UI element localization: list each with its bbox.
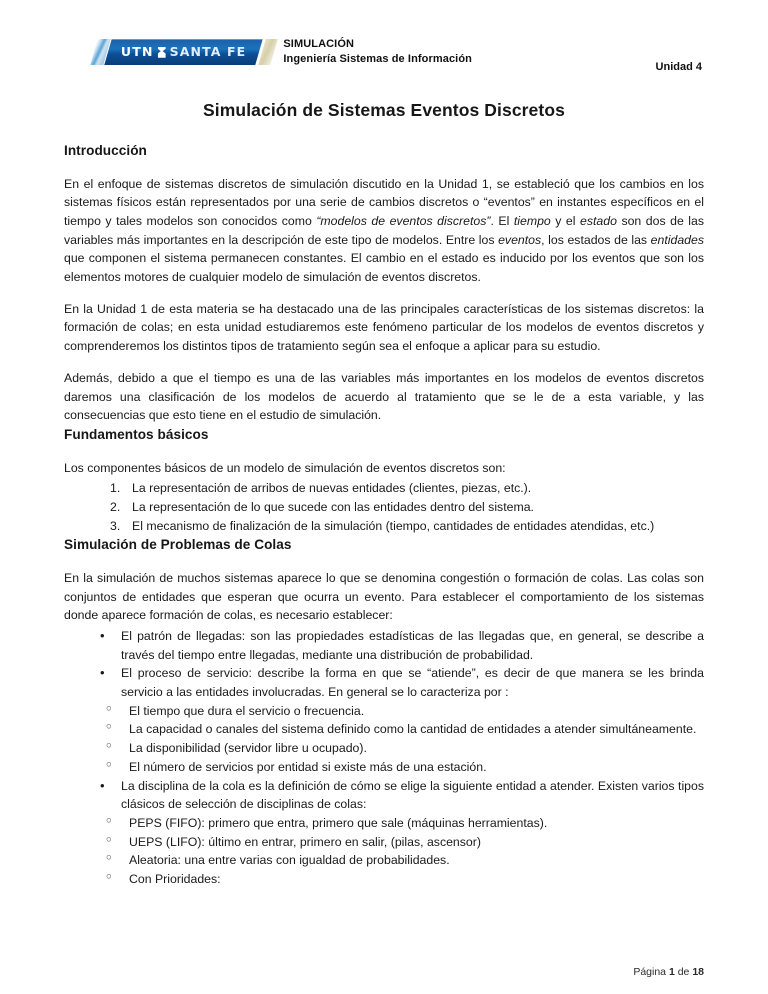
list-item: La representación de arribos de nuevas entidades (clientes, piezas, etc.). (132, 481, 532, 496)
intro-p1-part-a: En el enfoque de sistemas discretos de simulación discutido en la Unidad 1, se estableció que los cambios en los sistemas físicos están representados por una serie de cambios discretos o “eventos” en instantes específicos en el tiempo y tales modelos son conocidos como (64, 176, 704, 229)
paragraph-intro-3: Además, debido a que el tiempo es una de las variables más importantes en los modelos de eventos discretos daremos una clasificación de los modelos de acuerdo al tratamiento que se le de a esta variable, y las consecuencias que esto tiene en el estudio de simulación. (64, 370, 704, 423)
page-title: Simulación de Sistemas Eventos Discretos (203, 100, 565, 120)
intro-p1-part-c: y el (550, 214, 581, 229)
page-header (64, 0, 704, 74)
section-heading-fundamentos: Fundamentos básicos (64, 426, 209, 442)
intro-p1-italic-1: “modelos de eventos discretos” (316, 214, 491, 229)
footer-of-label: de (677, 966, 690, 978)
section-heading-introduccion: Introducción (64, 143, 147, 158)
intro-p1-italic-4: eventos (498, 232, 542, 247)
utn-santa-fe-logo (94, 39, 283, 65)
list-item: ○ UEPS (LIFO): último en entrar, primero en salir, (pilas, ascensor) (105, 833, 704, 852)
intro-p1-italic-5: entidades (650, 232, 705, 247)
header-unit-label: Unidad 4 (655, 61, 702, 73)
fundamentos-lead: Los componentes básicos de un modelo de simulación de eventos discretos son: (64, 460, 506, 475)
logo-text (121, 43, 247, 59)
paragraph-colas-1: En la simulación de muchos sistemas aparece lo que se denomina congestión o formación de colas. Las colas son conjuntos de entidades que esperan que ocurra un evento. Para establecer el comportamiento de los sistemas donde aparece formación de colas, es necesario establecer: (64, 570, 704, 623)
list-item: • El proceso de servicio: describe la forma en que se “atiende”, es decir de que manera se les brinda servicio a las entidades involucradas. En general se lo caracteriza por : (98, 664, 704, 701)
section-heading-colas: Simulación de Problemas de Colas (64, 537, 292, 553)
list-item: • El patrón de llegadas: son las propiedades estadísticas de las llegadas que, en general, se describe a través del tiempo entre llegadas, mediante una distribución de probabilidad. (98, 627, 704, 664)
header-subject: SIMULACIÓN (283, 38, 355, 51)
list-item: ○ Con Prioridades: (105, 870, 704, 889)
header-titles (283, 37, 655, 67)
paragraph-intro-2: En la Unidad 1 de esta materia se ha destacado una de las principales características de los sistemas discretos: la formación de colas; en esta unidad estudiaremos este fenómeno particular de los modelos de eventos discretos y comprenderemos los distintos tipos de tratamiento según sea el enfoque a aplicar para su estudio. (64, 301, 704, 354)
intro-p1-part-f: que componen el sistema permanecen constantes. El cambio en el estado es inducido por los eventos que son los elementos motores de cualquier modelo de simulación de eventos discretos. (64, 251, 704, 285)
intro-p1-italic-2: tiempo (513, 214, 551, 229)
list-item: ○ El tiempo que dura el servicio o frecuencia. (105, 702, 704, 721)
intro-p1-part-d: son dos de las variables más importantes en la descripción de este tipo de modelos. Entre los (64, 214, 705, 247)
list-item: ○ El número de servicios por entidad si existe más de una estación. (105, 758, 704, 777)
fundamentos-list (64, 479, 704, 535)
footer-total-pages: 18 (692, 966, 704, 978)
intro-p1-part-b: . El (490, 214, 514, 229)
colas-disciplina-sublist (64, 814, 704, 889)
colas-servicio-sublist (64, 702, 704, 777)
logo-santafe-label: SANTA FE (169, 43, 247, 59)
colas-bullet-list (64, 627, 704, 702)
list-item: ○ La capacidad o canales del sistema definido como la cantidad de entidades a atender simultáneamente. (105, 720, 704, 739)
list-item: ○ Aleatoria: una entre varias con igualdad de probabilidades. (105, 851, 704, 870)
list-item: ○ La disponibilidad (servidor libre u ocupado). (105, 739, 704, 758)
list-item: ○ PEPS (FIFO): primero que entra, primero que sale (máquinas herramientas). (105, 814, 704, 833)
header-career: Ingeniería Sistemas de Información (283, 53, 472, 65)
utn-emblem-icon (158, 47, 166, 58)
intro-p1-part-e: , los estados de las (541, 232, 651, 247)
page-footer (633, 966, 704, 978)
document-content (64, 141, 704, 889)
list-item: La representación de lo que sucede con las entidades dentro del sistema. (132, 499, 534, 514)
footer-page-label: Página (633, 966, 667, 978)
list-item: El mecanismo de finalización de la simulación (tiempo, cantidades de entidades atendidas, etc.) (132, 518, 655, 533)
list-item: • La disciplina de la cola es la definición de cómo se elige la siguiente entidad a atender. Existen varios tipos clásicos de selección de disciplinas de colas: (98, 777, 704, 814)
intro-p1-italic-3: estado (580, 214, 617, 229)
footer-current-page: 1 (668, 966, 675, 978)
logo-utn-label: UTN (121, 43, 154, 59)
logo-badge (104, 39, 263, 65)
colas-disciplina-bullet (64, 777, 704, 814)
paragraph-intro-1 (64, 175, 704, 287)
